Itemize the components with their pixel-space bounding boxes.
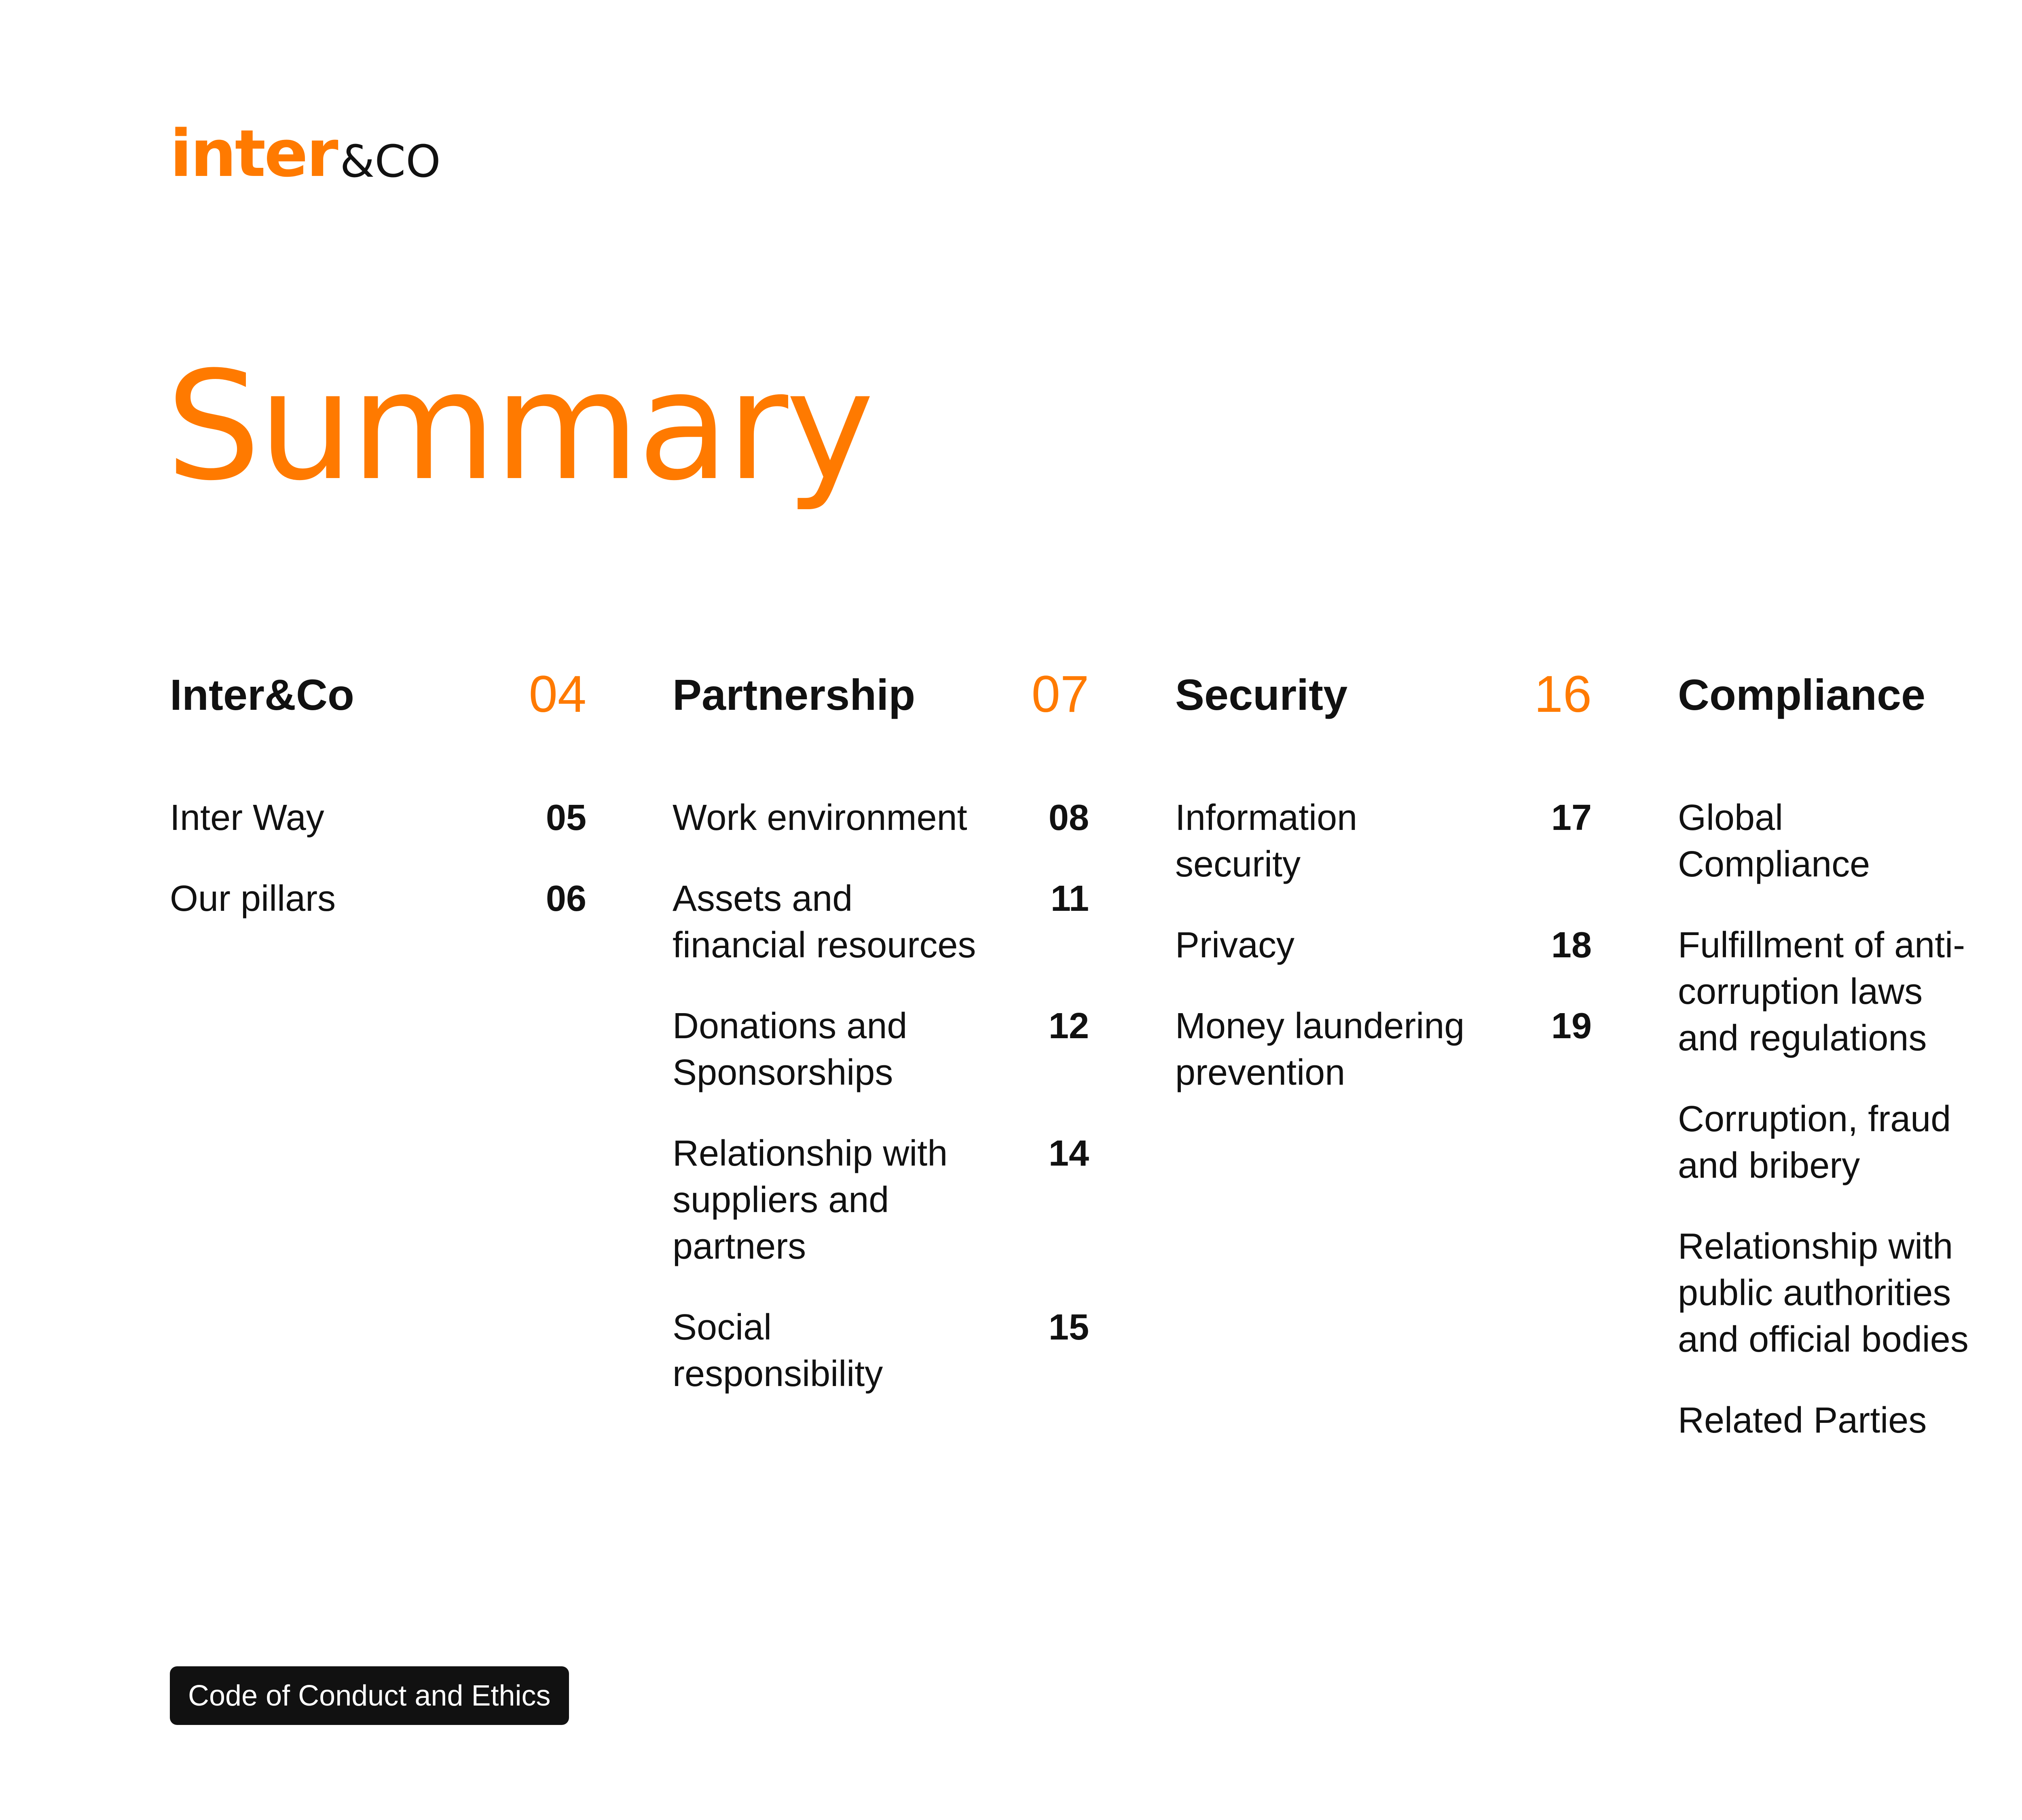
entry-label: Social responsibility	[673, 1307, 883, 1394]
entry-page-number: 11	[1050, 878, 1089, 919]
toc-entry[interactable]	[1678, 1096, 2022, 1189]
toc-entry[interactable]	[1678, 1223, 2022, 1363]
section-column-compliance	[1678, 667, 2022, 1478]
entry-page-number: 14	[1048, 1133, 1089, 1174]
entry-page-number: 05	[546, 798, 586, 838]
section-entries	[170, 795, 586, 922]
toc-entry[interactable]	[673, 795, 1089, 841]
section-entries	[1678, 795, 2022, 1444]
section-title: Partnership	[673, 670, 916, 719]
toc-entry[interactable]	[673, 1304, 1089, 1397]
toc-entry[interactable]	[1678, 922, 2022, 1062]
toc-entry[interactable]	[1678, 1397, 2022, 1444]
entry-label: Our pillars	[170, 878, 336, 919]
entry-label: Related Parties	[1678, 1400, 1927, 1441]
entry-label: Relationship with suppliers and partners	[673, 1133, 948, 1267]
entry-label: Work environment	[673, 798, 967, 838]
section-header[interactable]	[1175, 667, 1592, 732]
toc-entry[interactable]	[673, 1130, 1089, 1270]
section-header[interactable]	[170, 667, 586, 732]
entry-label: Donations and Sponsorships	[673, 1006, 907, 1093]
section-page-number: 04	[529, 665, 586, 723]
entry-page-number: 15	[1048, 1307, 1089, 1348]
document-name-badge: Code of Conduct and Ethics	[170, 1666, 569, 1725]
entry-label: Information security	[1175, 798, 1358, 885]
entry-label: Corruption, fraud and bribery	[1678, 1099, 1951, 1186]
section-title: Security	[1175, 670, 1348, 719]
entry-page-number: 18	[1551, 925, 1592, 965]
entry-label: Inter Way	[170, 798, 324, 838]
section-page-number: 07	[1031, 665, 1089, 723]
entry-page-number: 17	[1551, 798, 1592, 838]
toc-entry[interactable]	[673, 1003, 1089, 1096]
toc-entry[interactable]	[170, 876, 586, 922]
entry-label: Global Compliance	[1678, 798, 1870, 885]
entry-label: Relationship with public authorities and official bodies	[1678, 1226, 1969, 1360]
section-header[interactable]	[673, 667, 1089, 732]
entry-page-number: 06	[546, 878, 586, 919]
toc-entry[interactable]	[170, 795, 586, 841]
section-page-number: 16	[1534, 665, 1592, 723]
toc-entry[interactable]	[673, 876, 1089, 969]
toc-entry[interactable]	[1175, 795, 1592, 888]
section-column-security	[1175, 667, 1592, 1130]
logo-suffix: &CO	[340, 135, 441, 187]
entry-label: Assets and financial resources	[673, 878, 976, 965]
page-title: Summary	[166, 340, 872, 514]
section-header[interactable]	[1678, 667, 2022, 732]
entry-label: Privacy	[1175, 925, 1295, 965]
toc-entry[interactable]	[1175, 922, 1592, 969]
entry-page-number: 12	[1048, 1006, 1089, 1046]
toc-entry[interactable]	[1175, 1003, 1592, 1096]
entry-label: Money laundering prevention	[1175, 1006, 1465, 1093]
logo-wordmark: inter	[170, 116, 337, 191]
entry-page-number: 19	[1551, 1006, 1592, 1046]
entry-page-number: 08	[1048, 798, 1089, 838]
toc-entry[interactable]	[1678, 795, 2022, 888]
company-logo	[170, 105, 441, 191]
section-entries	[1175, 795, 1592, 1096]
section-column-partnership	[673, 667, 1089, 1432]
entry-label: Fulfillment of anti-corruption laws and regulations	[1678, 925, 1965, 1058]
section-column-interco	[170, 667, 586, 957]
section-entries	[673, 795, 1089, 1397]
section-title: Compliance	[1678, 670, 1926, 719]
section-title: Inter&Co	[170, 670, 354, 719]
